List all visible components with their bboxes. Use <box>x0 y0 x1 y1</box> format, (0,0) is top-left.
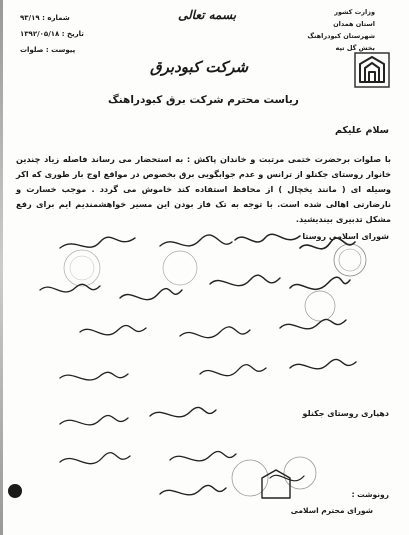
cc-label: رونوشت : <box>351 490 389 499</box>
cc-entry: شورای محترم اسلامی <box>290 506 373 515</box>
dehyari-emblem-icon <box>262 470 290 498</box>
council-label: شورای اسلامی روستا <box>302 232 389 241</box>
handwritten-signatures <box>0 228 409 528</box>
punch-hole <box>8 484 22 498</box>
letter-date: تاریخ : ۱۳۹۲/۰۵/۱۸ <box>20 30 84 38</box>
org-line-ministry: وزارت کشور <box>334 8 375 16</box>
letter-number: شماره : ۹۳/۱۹ <box>20 14 70 22</box>
letter-attachment: پیوست : صلوات <box>20 46 76 54</box>
org-line-province: استان همدان <box>333 20 375 28</box>
signature-scribbles <box>40 234 356 495</box>
greeting: سلام علیکم <box>334 125 389 136</box>
letter-body: با صلوات برحضرت ختمی مرتبت و خاندان پاکش : به استحضار می رساند فاصله زیاد چندین خانوار روستای جکنلو از ترانس و عدم جوابگویی برق بخصوص در مواقع اوج بار طوری که اکر وسیله ای ( مانند یخچال ) از محافظ استفاده کند خاموش می گردد . موجب خسارت و نارضارتی اهالی شده است. با توجه به تک فاز بودن این مسیر خواهشمندیم ایم برای رفع مشکل تدبیری بیندیشید. <box>16 154 391 224</box>
ministry-emblem-icon <box>354 52 390 88</box>
org-line-district: بخش گل تپه <box>335 44 375 52</box>
council-stamp <box>64 244 366 496</box>
company-logo-text: شرکت کبودبرق <box>150 58 249 76</box>
recipient: ریاست محترم شرکت برق کبودراهنگ <box>108 94 299 106</box>
bismillah: بسمه تعالی <box>178 8 237 22</box>
org-line-county: شهرستان کبودراهنگ <box>307 32 375 40</box>
dehyari-label: دهیاری روستای جکنلو <box>302 409 389 418</box>
